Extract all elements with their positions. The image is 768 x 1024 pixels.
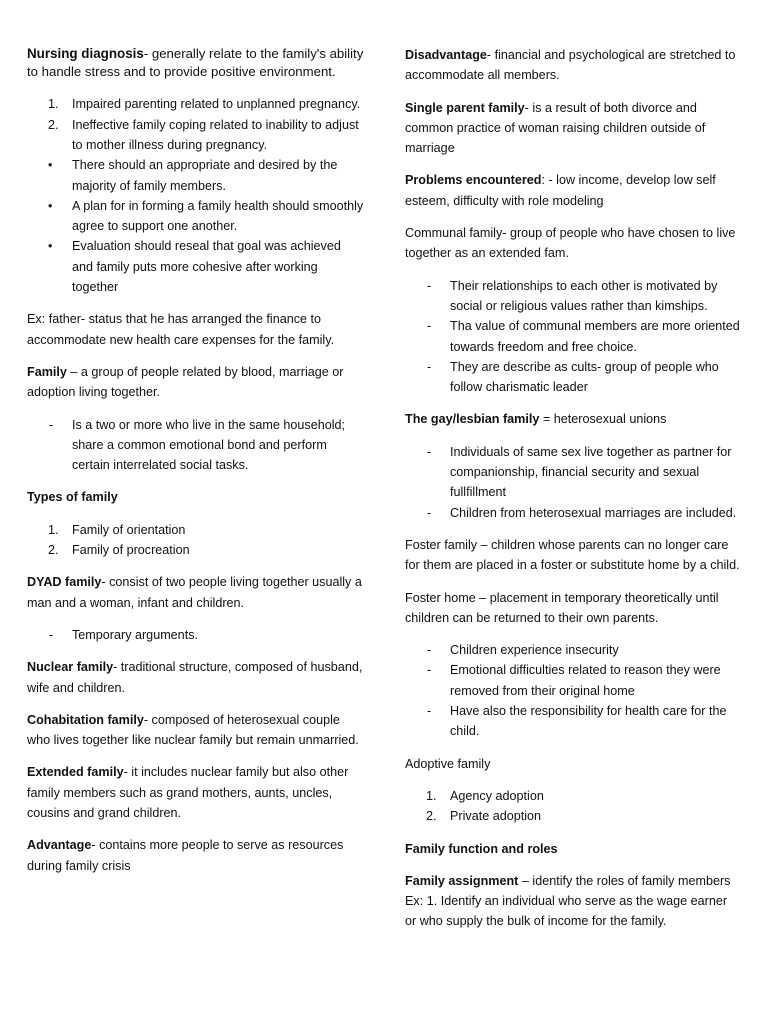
list-marker: -: [49, 627, 54, 642]
foster-family-paragraph: Foster family – children whose parents can no longer care for them are placed in a foster or substitute home by a child.: [405, 537, 740, 573]
list-item-text: Agency adoption: [450, 788, 544, 803]
nuclear-family-term: Nuclear family: [27, 660, 114, 675]
list-item-text: Individuals of same sex live together as partner for companionship, financial security and sexual fullfillment: [450, 444, 732, 500]
problems-encountered-term: Problems encountered: [405, 173, 542, 188]
list-marker: 1.: [48, 97, 59, 112]
list-marker: 2.: [48, 543, 59, 558]
list-item: [27, 94, 365, 114]
list-marker: 1.: [48, 522, 59, 537]
list-item-text: Private adoption: [450, 809, 542, 824]
list-item-text: Children from heterosexual marriages are included.: [450, 505, 737, 520]
list-marker: -: [427, 505, 432, 520]
list-item-text: They are describe as cults- group of people who follow charismatic leader: [450, 359, 719, 395]
list-item: [405, 442, 741, 503]
communal-family-list: [405, 276, 741, 398]
list-item: [405, 276, 741, 317]
list-item: [27, 415, 365, 476]
list-item: [27, 155, 365, 196]
list-marker: 1.: [426, 788, 437, 803]
list-marker: •: [48, 198, 53, 213]
list-marker: -: [427, 444, 432, 459]
family-assignment-term: Family assignment: [405, 873, 519, 888]
family-definition-text: – a group of people related by blood, marriage or adoption living together.: [27, 364, 344, 400]
cohabitation-family-paragraph: Cohabitation family- composed of heterosexual couple who lives together like nuclear family but remain unmarried.: [27, 712, 359, 748]
nursing-diagnosis-text: - generally relate to the family's ability to handle stress and to provide positive environment.: [27, 46, 364, 80]
family-definition-list: [27, 415, 365, 476]
family-assignment-example: Ex: 1. Identify an individual who serve as the wage earner or who supply the bulk of income for the family.: [405, 894, 728, 929]
advantage-paragraph: Advantage- contains more people to serve as resources during family crisis: [27, 838, 344, 873]
list-item: [405, 503, 741, 523]
list-item-text: Tha value of communal members are more oriented towards freedom and free choice.: [450, 319, 740, 354]
dyad-family-paragraph: DYAD family- consist of two people living together usually a man and a woman, infant and children.: [27, 575, 362, 610]
list-item: [405, 316, 741, 357]
list-item-text: Family of orientation: [72, 522, 186, 537]
nursing-diagnosis-term: Nursing diagnosis: [27, 46, 144, 61]
adoptive-family-list: [405, 786, 741, 827]
cohabitation-family-term: Cohabitation family: [27, 712, 144, 727]
list-item: [405, 701, 741, 742]
disadvantage-paragraph: Disadvantage- financial and psychological are stretched to accommodate all members.: [405, 48, 736, 83]
nursing-diagnosis-paragraph: [27, 45, 365, 81]
gay-lesbian-family-term: The gay/lesbian family: [405, 412, 540, 427]
list-item: [27, 196, 365, 237]
list-item-text: Ineffective family coping related to inability to adjust to mother illness during pregnancy.: [72, 117, 359, 152]
list-item-text: Their relationships to each other is motivated by social or religious values rather than kimships.: [450, 278, 718, 313]
gay-lesbian-family-paragraph: The gay/lesbian family = heterosexual unions: [405, 412, 667, 427]
dyad-family-list: [27, 625, 365, 645]
communal-family-paragraph: Communal family- group of people who have chosen to live together as an extended fam.: [405, 226, 736, 261]
list-item: [405, 806, 741, 826]
family-definition: [27, 362, 365, 403]
list-item-text: Impaired parenting related to unplanned pregnancy.: [72, 97, 361, 112]
list-marker: -: [427, 704, 432, 719]
problems-encountered-paragraph: Problems encountered: - low income, develop low self esteem, difficulty with role modeling: [405, 173, 716, 208]
family-assignment-paragraph: Family assignment – identify the roles of family members Ex: 1. Identify an individual who serve as the wage earner or who supply the bulk of income for the family.: [405, 873, 731, 929]
nursing-diagnosis-list: [27, 94, 365, 297]
list-item: [27, 520, 365, 540]
list-item-text: Is a two or more who live in the same household; share a common emotional bond and perform certain interrelated social tasks.: [72, 417, 346, 473]
list-item-text: A plan for in forming a family health should smoothly agree to support one another.: [72, 198, 364, 234]
list-item: [405, 660, 741, 701]
list-marker: 2.: [426, 809, 437, 824]
list-item-text: There should an appropriate and desired by the majority of family members.: [72, 158, 338, 193]
list-item-text: Family of procreation: [72, 543, 190, 558]
foster-home-list: [405, 640, 741, 741]
foster-home-paragraph: Foster home – placement in temporary theoretically until children can be returned to their own parents.: [405, 590, 719, 625]
extended-family-paragraph: Extended family- it includes nuclear family but also other family members such as grand mothers, aunts, uncles, cousins and grand children.: [27, 765, 349, 821]
list-item-text: Emotional difficulties related to reason they were removed from their original home: [450, 663, 721, 698]
list-marker: -: [427, 278, 432, 293]
list-item-text: Children experience insecurity: [450, 643, 619, 658]
list-marker: -: [427, 663, 432, 678]
list-item: [405, 786, 741, 806]
nuclear-family-paragraph: Nuclear family- traditional structure, composed of husband, wife and children.: [27, 660, 363, 695]
list-item: [27, 236, 365, 297]
adoptive-family-heading: Adoptive family: [405, 756, 491, 771]
right-column: [405, 45, 741, 944]
list-marker: 2.: [48, 117, 59, 132]
family-function-roles-heading: Family function and roles: [405, 841, 558, 856]
list-item-text: Have also the responsibility for health care for the child.: [450, 704, 727, 739]
advantage-term: Advantage: [27, 838, 92, 853]
list-marker: •: [48, 239, 53, 254]
list-marker: •: [48, 158, 53, 173]
dyad-family-term: DYAD family: [27, 575, 102, 590]
family-term: Family: [27, 364, 67, 379]
single-parent-family-term: Single parent family: [405, 100, 525, 115]
list-item: [27, 115, 365, 156]
gay-lesbian-family-list: [405, 442, 741, 523]
list-item-text: Evaluation should reseal that goal was achieved and family puts more cohesive after working together: [72, 239, 341, 295]
left-column: [27, 45, 365, 888]
list-item-text: Temporary arguments.: [72, 627, 198, 642]
list-marker: -: [427, 319, 432, 334]
list-marker: -: [49, 417, 54, 432]
list-marker: -: [427, 359, 432, 374]
types-of-family-heading: Types of family: [27, 490, 118, 505]
list-item: [27, 540, 365, 560]
extended-family-term: Extended family: [27, 765, 124, 780]
list-item: [405, 640, 741, 660]
list-marker: -: [427, 643, 432, 658]
list-item: [405, 357, 741, 398]
disadvantage-term: Disadvantage: [405, 48, 487, 62]
types-of-family-list: [27, 520, 365, 561]
list-item: [27, 625, 365, 645]
single-parent-family-paragraph: Single parent family- is a result of both divorce and common practice of woman raising children outside of marriage: [405, 100, 706, 156]
father-example: Ex: father- status that he has arranged the finance to accommodate new health care expenses for the family.: [27, 312, 335, 347]
